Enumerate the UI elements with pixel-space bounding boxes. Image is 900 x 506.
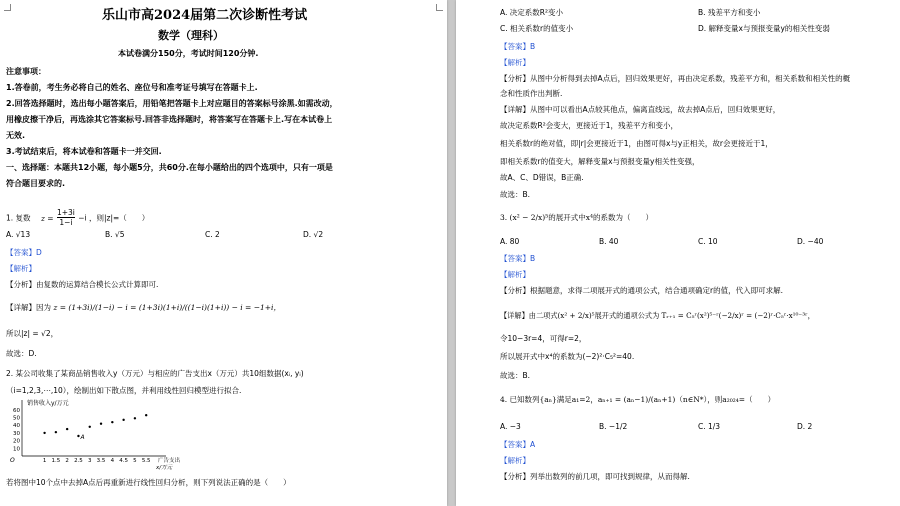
notice-line: 3.考试结束后，将本试卷和答题卡一并交回. (6, 147, 162, 156)
question-stem: （i=1,2,3,⋯,10），绘制出如下散点图，并利用线性回归模型进行拟合. (6, 386, 242, 395)
page-corner-mark (436, 4, 443, 11)
section-heading: 符合题目要求的. (6, 179, 66, 188)
analysis-text: 【分析】根据题意，求得二项展开式的通项公式，结合通项确定r的值，代入即可求解. (500, 286, 783, 295)
option: A. 决定系数R²变小 (500, 8, 563, 17)
scatter-point (122, 419, 124, 421)
answer-tag: 【答案】B (500, 254, 536, 263)
notice-heading: 注意事项： (6, 67, 46, 76)
x-tick-label: 4.5 (119, 458, 128, 464)
option: C. 1/3 (698, 422, 721, 431)
scatter-point (77, 435, 79, 437)
x-tick-label: 3 (87, 458, 92, 464)
x-axis-label: 广告支出 (158, 458, 181, 464)
option: B. −1/2 (599, 422, 628, 431)
scatter-point (89, 426, 91, 428)
x-tick-label: 1.5 (51, 458, 61, 464)
detail-text: 相关系数r的绝对值，即|r|会更接近于1，由图可得x与y正相关，故r会更接近于1， (500, 139, 773, 148)
analysis-text: 【分析】从图中分析得到去掉A点后，回归效果更好，再由决定系数，残差平方和，相关系数和相关性的概 (500, 74, 851, 83)
y-tick-label: 50 (13, 415, 20, 422)
analysis-text: 念和性质作出判断. (500, 89, 563, 98)
x-tick-label: 1 (42, 458, 47, 464)
option: A. −3 (500, 422, 521, 431)
choose-text: 故选：D. (6, 349, 37, 358)
q1-suffix: ，则|z|=（ ） (89, 213, 150, 223)
scatter-point (134, 417, 136, 419)
notice-line: 2.回答选择题时，选出每小题答案后，用铅笔把答题卡上对应题目的答案标号涂黑.如需改动， (6, 99, 338, 108)
point-label: A (80, 434, 85, 441)
choose-text: 故选：B. (500, 371, 531, 380)
q1-denominator: 1−i (59, 218, 73, 227)
page-corner-mark (4, 4, 11, 11)
option: C. 相关系数r的值变小 (500, 24, 574, 33)
option: D. 2 (797, 422, 813, 431)
analysis-text: 【分析】列举出数列的前几项，即可找到规律，从而得解. (500, 472, 690, 481)
q1-z: z = (40, 213, 54, 223)
scatter-point (43, 432, 45, 434)
option: C. 2 (205, 230, 220, 239)
choose-text: 故选：B. (500, 190, 531, 199)
scatter-point (66, 428, 68, 430)
scatter-point (55, 431, 57, 433)
option: D. 解释变量x与预报变量y的相关性变弱 (698, 24, 830, 33)
detail-text: 故决定系数R²会变大，更接近于1，残差平方和变小， (500, 121, 678, 130)
question-stem: 若将图中10个点中去掉A点后再重新进行线性回归分析，则下列说法正确的是（ ） (6, 478, 291, 487)
analysis-tag: 【解析】 (500, 456, 530, 465)
answer-tag: 【答案】A (500, 440, 536, 449)
x-tick-label: 5 (133, 458, 137, 464)
scatter-plot (6, 400, 181, 471)
analysis-tag: 【解析】 (500, 58, 530, 67)
option: A. √13 (6, 230, 31, 239)
notice-line: 用橡皮擦干净后，再选涂其它答案标号.回答非选择题时，将答案写在答题卡上.写在本试卷上 (6, 115, 333, 124)
q1-tail: −i (78, 213, 87, 223)
scatter-point (100, 422, 102, 424)
question-stem: 3. (x² − 2/x)⁵的展开式中x⁴的系数为（ ） (500, 213, 653, 222)
scatter-point (111, 421, 113, 423)
option: B. √5 (105, 230, 125, 239)
notice-line: 1.答卷前，考生务必将自己的姓名、座位号和准考证号填写在答题卡上. (6, 83, 258, 92)
scatter-point (145, 414, 147, 416)
detail-text: 令10−3r=4，可得r=2， (500, 334, 587, 343)
exam-title: 乐山市高2024届第二次诊断性考试 (102, 8, 308, 23)
option: A. 80 (500, 237, 520, 246)
document-page-left (0, 0, 447, 506)
option: B. 残差平方和变小 (698, 8, 761, 17)
analysis-tag: 【解析】 (6, 264, 36, 273)
section-heading: 一、选择题：本题共12小题，每小题5分，共60分.在每小题给出的四个选项中，只有一项是 (6, 163, 333, 172)
x-axis-label: x/万元 (156, 465, 173, 471)
y-tick-label: 30 (13, 430, 20, 437)
analysis-tag: 【解析】 (500, 270, 530, 279)
question-stem (6, 209, 149, 228)
option: D. −40 (797, 237, 824, 246)
detail-text (6, 303, 281, 312)
exam-info: 本试卷满分150分，考试时间120分钟. (118, 49, 259, 58)
y-axis-label: 销售收入y/万元 (27, 400, 69, 407)
notice-line: 无效. (6, 131, 26, 140)
option: B. 40 (599, 237, 619, 246)
analysis-text: 【分析】由复数的运算结合模长公式计算即可. (6, 280, 159, 289)
question-stem: 4. 已知数列{aₙ}满足a₁=2，aₙ₊₁ = (aₙ−1)/(aₙ+1)（n∈N*），则a₂₀₂₄=（ ） (500, 395, 776, 404)
detail-text: 故A、C、D错误，B正确. (500, 173, 584, 182)
detail-text: 所以展开式中x⁴的系数为(−2)²·C₅²=40. (500, 352, 635, 361)
document-page-right (456, 0, 900, 506)
q1-numerator: 1+3i (56, 208, 75, 217)
exam-subject: 数学（理科） (158, 29, 224, 42)
detail-prefix: 【详解】因为 (6, 303, 51, 312)
y-tick-label: 20 (13, 438, 20, 445)
detail-text: 所以|z| = √2， (6, 329, 59, 338)
question-stem: 2. 某公司收集了某商品销售收入y（万元）与相应的广告支出x（万元）共10组数据(xᵢ, yᵢ) (6, 369, 304, 378)
answer-tag: 【答案】B (500, 42, 536, 51)
q1-prefix: 1. 复数 (6, 213, 31, 223)
x-tick-label: 4 (110, 458, 115, 464)
x-tick-label: 2 (65, 458, 69, 464)
detail-text: 【详解】从图中可以看出A点较其他点，偏离直线远，故去掉A点后，回归效果更好， (500, 105, 781, 114)
y-tick-label: 10 (13, 446, 20, 453)
origin-label: O (10, 457, 15, 464)
detail-text: 即相关系数r的值变大，解释变量x与预报变量y相关性变强， (500, 157, 700, 166)
x-tick-label: 3.5 (96, 458, 106, 464)
y-tick-label: 40 (13, 423, 20, 430)
detail-equation: z = (1+3i)/(1−i) − i (53, 303, 128, 312)
y-tick-label: 60 (13, 407, 20, 414)
x-tick-label: 5.5 (141, 458, 151, 464)
detail-text: 【详解】由二项式(x² + 2/x)⁵展开式的通项公式为 Tᵣ₊₁ = C₅ʳ(x²)⁵⁻ʳ(−2/x)ʳ = (−2)ʳ·C₅ʳ·x¹⁰⁻³ʳ， (500, 311, 815, 320)
option: D. √2 (303, 230, 324, 239)
q1-fraction (57, 208, 75, 227)
option: C. 10 (698, 237, 718, 246)
answer-tag: 【答案】D (6, 248, 42, 257)
detail-equation: = (1+3i)(1+i)/((1−i)(1+i)) − i = −1+i， (130, 303, 281, 312)
x-tick-label: 2.5 (74, 458, 83, 464)
